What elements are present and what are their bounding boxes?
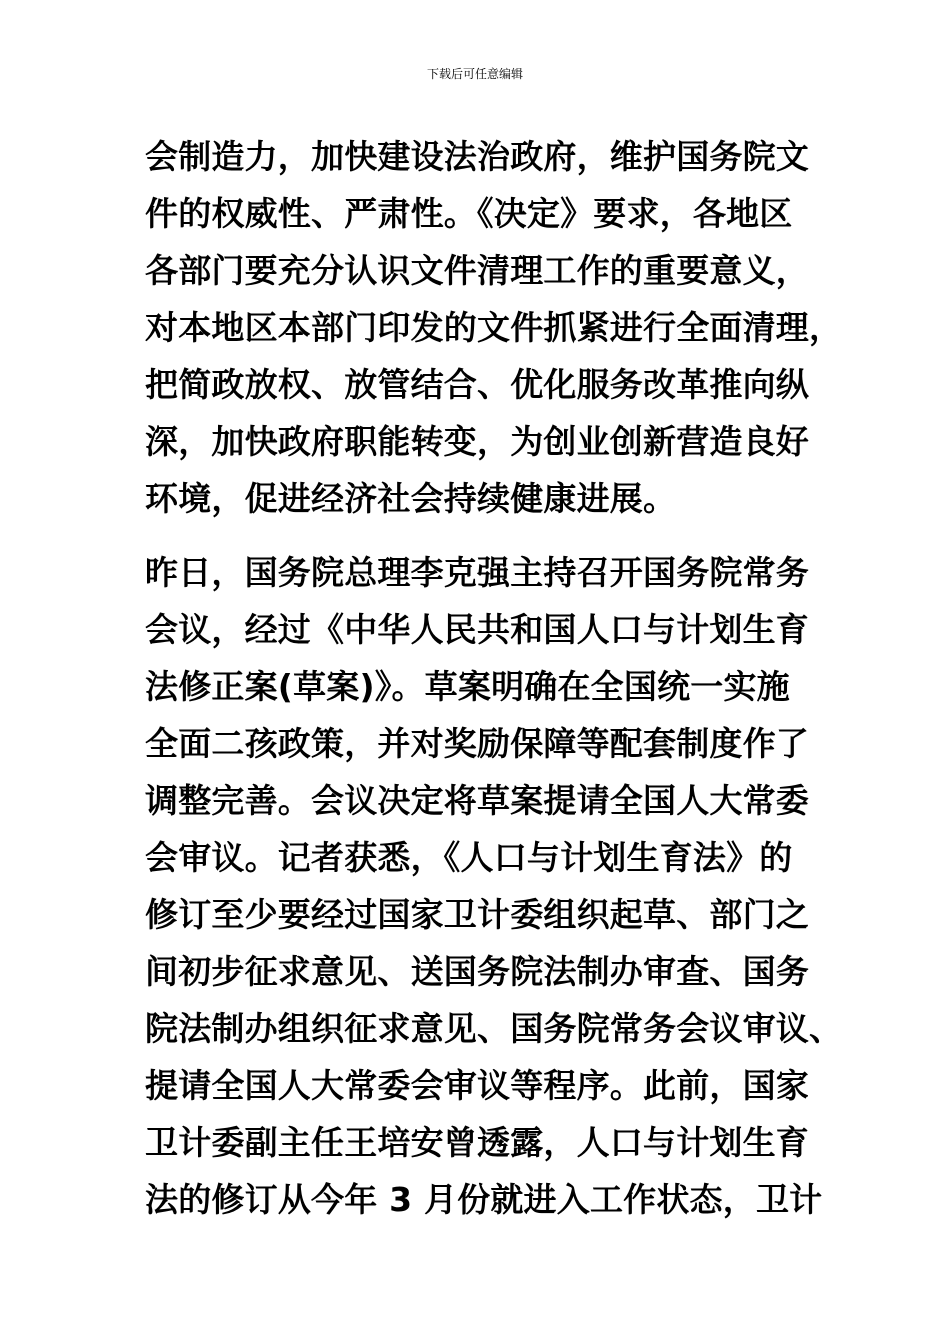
paragraph-spacer <box>145 527 810 544</box>
paragraph-1 <box>145 128 843 527</box>
paragraph-2-line-11: 卫计委副主任王培安曾透露，人口与计划生育 <box>145 1123 809 1162</box>
paragraph-2-line-4: 全面二孩政策，并对奖励保障等配套制度作了 <box>145 724 809 763</box>
paragraph-1-line-5: 把简政放权、放管结合、优化服务改革推向纵 <box>145 365 809 404</box>
paragraph-2-line-3: 法修正案(草案)》。草案明确在全国统一实施 <box>145 667 790 706</box>
paragraph-2-line-6: 会审议。记者获悉，《人口与计划生育法》的 <box>145 838 793 877</box>
paragraph-2-line-1: 昨日，国务院总理李克强主持召开国务院常务 <box>145 553 809 592</box>
paragraph-2-line-7: 修订至少要经过国家卫计委组织起草、部门之 <box>145 895 809 934</box>
document-body <box>145 128 843 1228</box>
paragraph-2-line-2: 会议，经过《中华人民共和国人口与计划生育 <box>145 610 809 649</box>
paragraph-2-line-5: 调整完善。会议决定将草案提请全国人大常委 <box>145 781 809 820</box>
paragraph-1-line-2: 件的权威性、严肃性。《决定》要求，各地区 <box>145 194 793 233</box>
paragraph-1-line-3: 各部门要充分认识文件清理工作的重要意义， <box>145 251 809 290</box>
paragraph-2 <box>145 544 843 1228</box>
paragraph-1-line-7: 环境，促进经济社会持续健康进展。 <box>145 479 677 518</box>
paragraph-2-line-8: 间初步征求意见、送国务院法制办审查、国务 <box>145 952 809 991</box>
paragraph-2-line-9: 院法制办组织征求意见、国务院常务会议审议、 <box>145 1009 843 1048</box>
paragraph-2-line-12: 法的修订从今年 3 月份就进入工作状态，卫计 <box>145 1180 823 1219</box>
paragraph-2-line-10: 提请全国人大常委会审议等程序。此前，国家 <box>145 1066 809 1105</box>
paragraph-1-line-4: 对本地区本部门印发的文件抓紧进行全面清理， <box>145 308 843 347</box>
page-header: 下载后可任意编辑 <box>426 67 523 81</box>
paragraph-1-line-1: 会制造力，加快建设法治政府，维护国务院文 <box>145 137 809 176</box>
paragraph-1-line-6: 深，加快政府职能转变，为创业创新营造良好 <box>145 422 809 461</box>
